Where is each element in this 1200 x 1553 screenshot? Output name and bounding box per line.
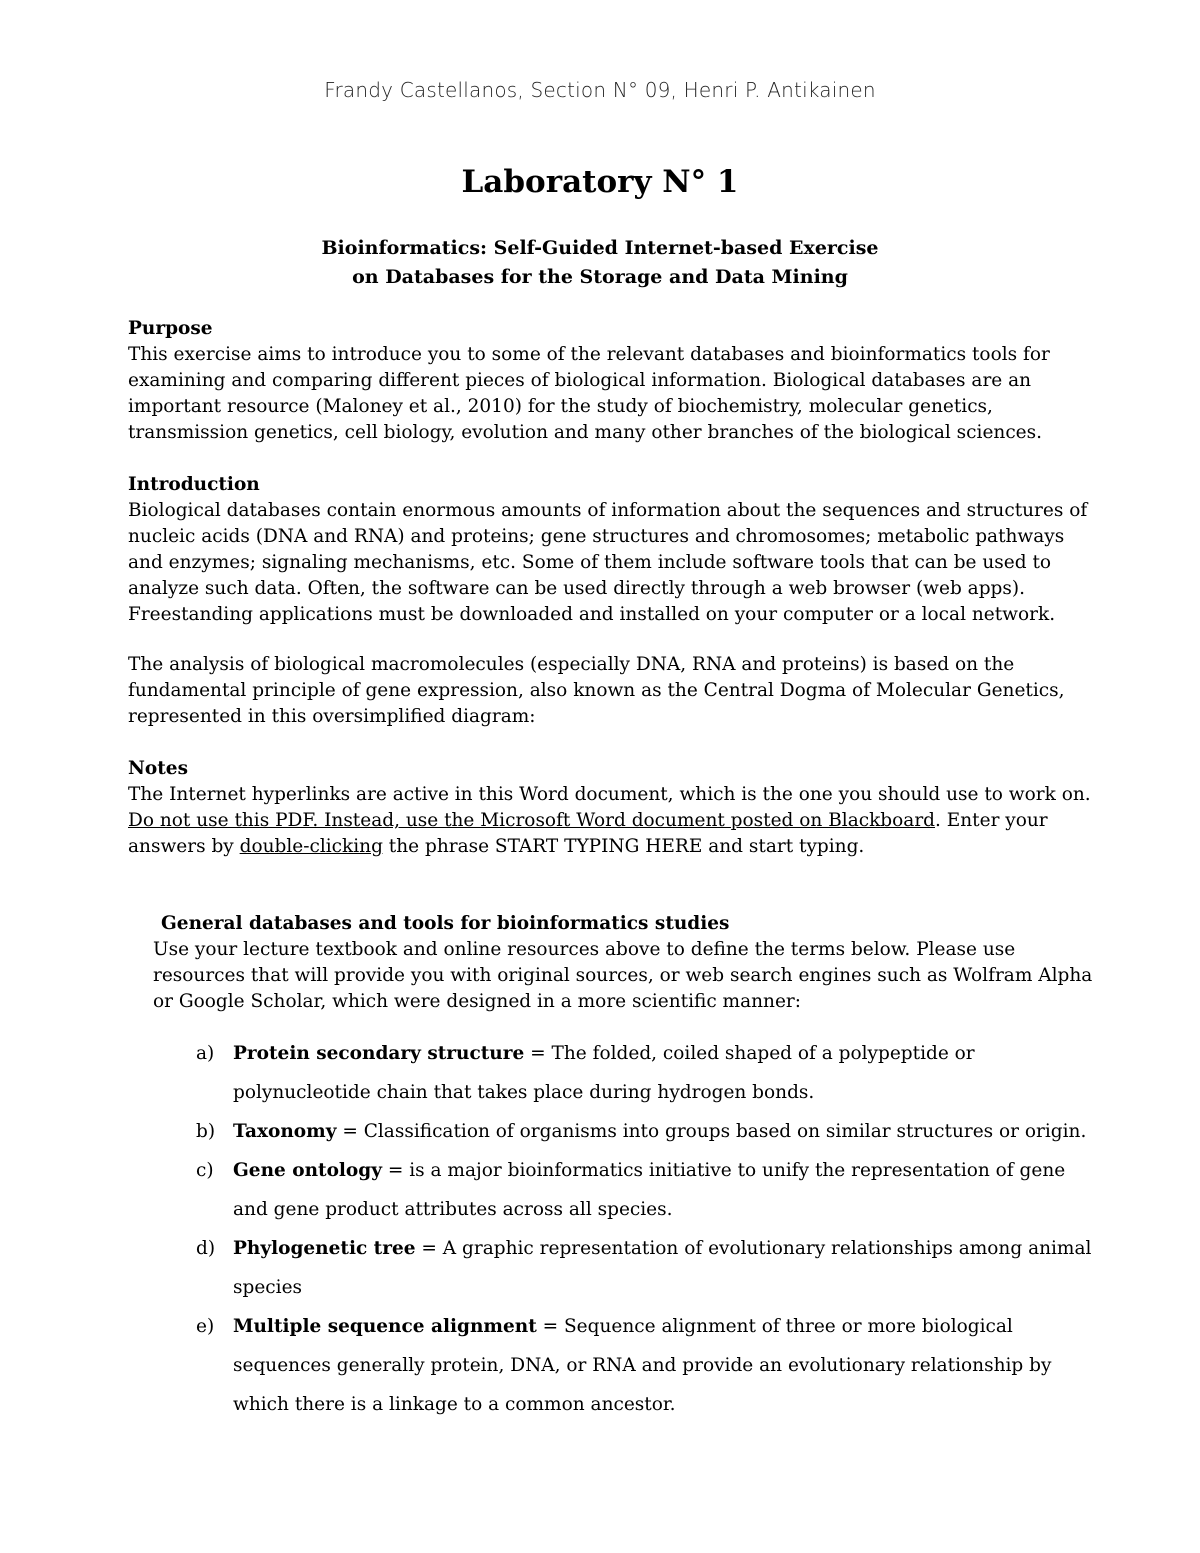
notes-section (128, 756, 1098, 860)
general-section (153, 911, 1093, 1015)
definition-text: = is a major bioinformatics initiative to unify the representation of gene and gene product attributes across all species. (233, 1160, 1066, 1220)
list-item-letter: e) (196, 1316, 215, 1337)
purpose-section (128, 316, 1098, 446)
purpose-text: This exercise aims to introduce you to some of the relevant databases and bioinformatics tools for examining and comparing different pieces of biological information. Biological databases are an important resource (Maloney et al., 2010) for the study of biochemistry, molecular genetics, transmission genetics, cell biology, evolution and many other branches of the biological sciences. (128, 344, 1050, 443)
list-item (196, 1307, 1096, 1424)
list-item-letter: a) (196, 1043, 215, 1064)
introduction-text-2: The analysis of biological macromolecules (especially DNA, RNA and proteins) is based on the fundamental principle of gene expression, also known as the Central Dogma of Molecular Genetics, represented in this oversimplified diagram: (128, 654, 1065, 727)
notes-heading: Notes (128, 758, 188, 779)
definition-text: = The folded, coiled shaped of a polypeptide or polynucleotide chain that takes place during hydrogen bonds. (233, 1043, 975, 1103)
word-document-link[interactable]: Do not use this PDF. Instead, use the Microsoft Word document posted on Blackboard (128, 810, 935, 831)
list-item (196, 1034, 1096, 1112)
general-heading: General databases and tools for bioinformatics studies (161, 913, 730, 934)
definition-text: = Classification of organisms into groups based on similar structures or origin. (336, 1121, 1087, 1142)
definition-term: Phylogenetic tree (233, 1238, 416, 1259)
definitions-list (196, 1034, 1096, 1424)
list-item (196, 1151, 1096, 1229)
introduction-paragraph-2 (128, 652, 1098, 730)
list-item-letter: d) (196, 1238, 216, 1259)
definition-term: Gene ontology (233, 1160, 382, 1181)
introduction-text: Biological databases contain enormous amounts of information about the sequences and structures of nucleic acids (DNA and RNA) and proteins; gene structures and chromosomes; metabolic pathways and enzymes; signaling mechanisms, etc. Some of them include software tools that can be used to analyze such data. Often, the software can be used directly through a web browser (web apps). Freestanding applications must be downloaded and installed on your computer or a local network. (128, 500, 1088, 625)
list-item-letter: c) (196, 1160, 214, 1181)
notes-text (128, 782, 1098, 860)
page-title: Laboratory N° 1 (461, 164, 739, 200)
definition-text: = Sequence alignment of three or more biological sequences generally protein, DNA, or RNA and provide an evolutionary relationship by which there is a linkage to a common ancestor. (233, 1316, 1052, 1415)
notes-text-part-2: . Enter your answers by (128, 810, 1048, 857)
double-clicking-link[interactable]: double-clicking (239, 836, 383, 857)
definition-term: Protein secondary structure (233, 1043, 525, 1064)
list-item (196, 1229, 1096, 1307)
introduction-section (128, 472, 1098, 628)
page-header: Frandy Castellanos, Section N° 09, Henri P. Antikainen (324, 78, 876, 102)
list-item-letter: b) (196, 1121, 216, 1142)
subtitle (0, 234, 1200, 292)
subtitle-line-2: on Databases for the Storage and Data Mining (352, 266, 848, 288)
definition-text: = A graphic representation of evolutionary relationships among animal species (233, 1238, 1092, 1298)
notes-text-part-3: the phrase START TYPING HERE and start typing. (382, 836, 865, 857)
notes-text-part-1: The Internet hyperlinks are active in this Word document, which is the one you should use to work on. (128, 784, 1091, 805)
introduction-heading: Introduction (128, 474, 260, 495)
subtitle-line-1: Bioinformatics: Self-Guided Internet-based Exercise (321, 237, 879, 259)
definition-term: Taxonomy (233, 1121, 337, 1142)
definition-term: Multiple sequence alignment (233, 1316, 537, 1337)
purpose-heading: Purpose (128, 318, 213, 339)
list-item (196, 1112, 1096, 1151)
general-text: Use your lecture textbook and online resources above to define the terms below. Please use resources that will provide you with original sources, or web search engines such as Wolfram Alpha or Google Scholar, which were designed in a more scientific manner: (153, 939, 1093, 1012)
